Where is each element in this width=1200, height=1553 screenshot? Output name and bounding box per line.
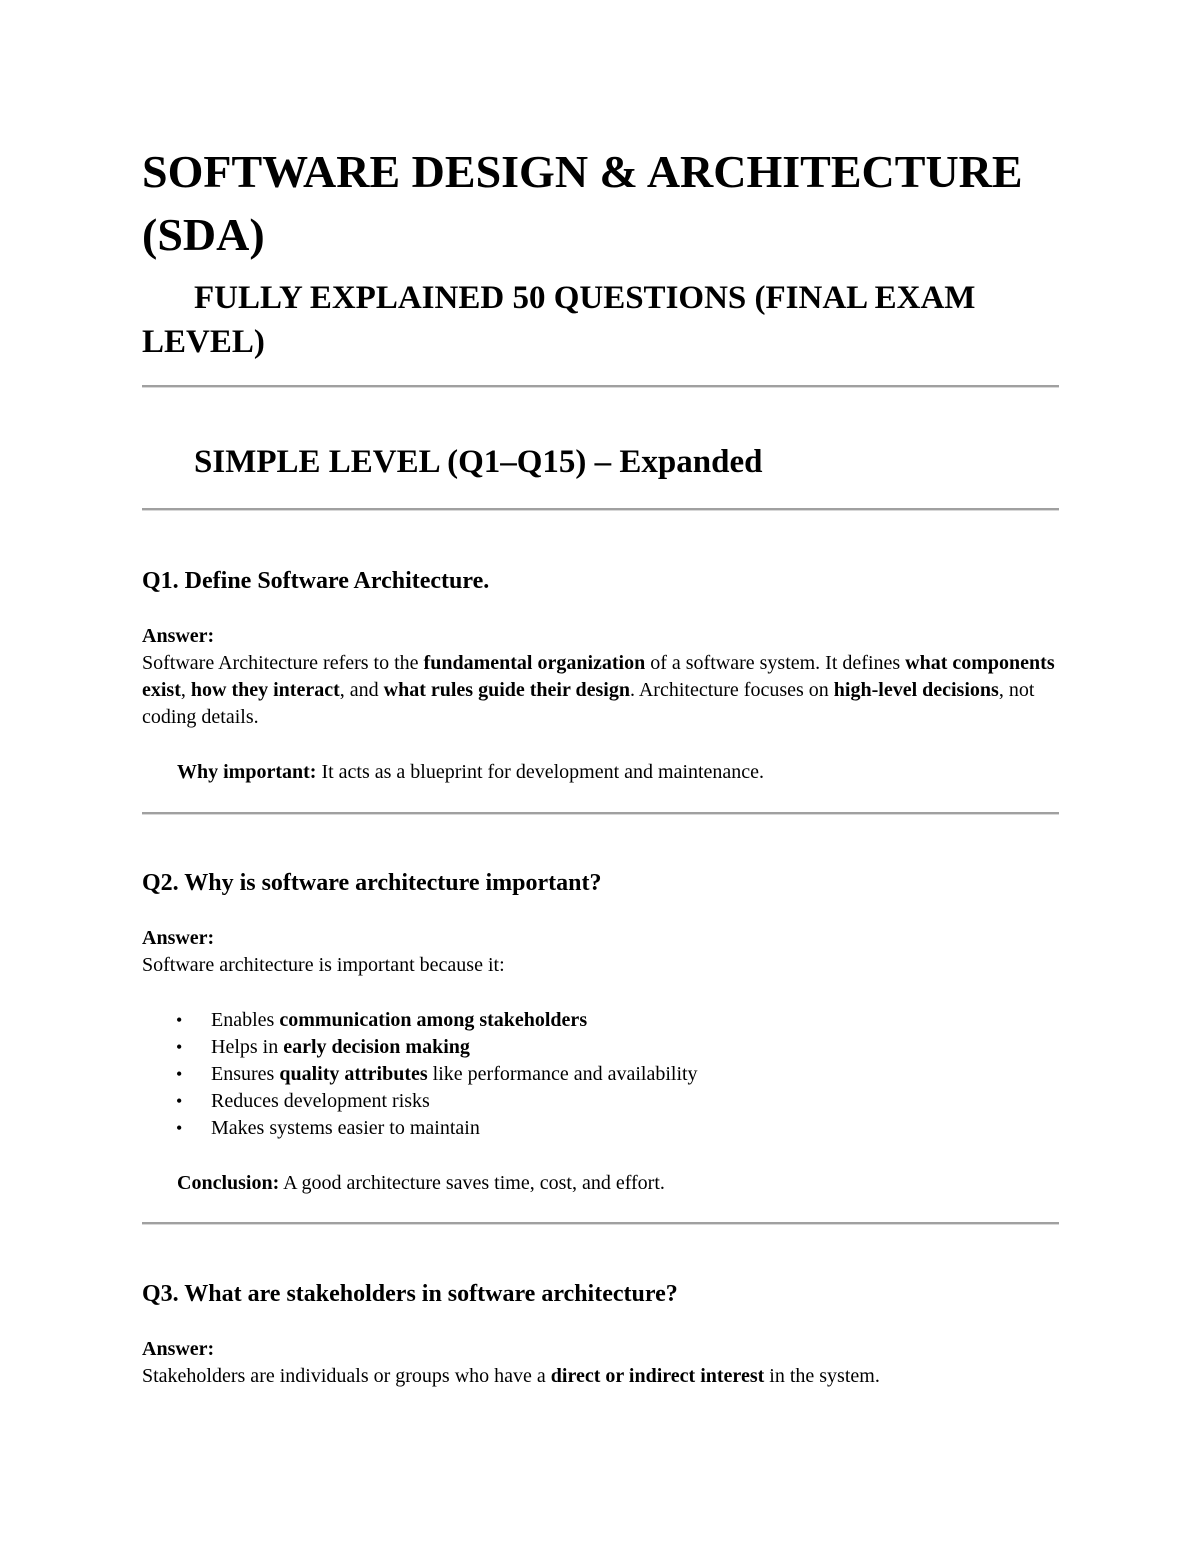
document-title: SOFTWARE DESIGN & ARCHITECTURE (SDA) — [142, 146, 1023, 260]
horizontal-rule — [142, 1222, 1059, 1225]
document-page — [142, 0, 1059, 1553]
conclusion-note: Conclusion: A good architecture saves time, cost, and effort. — [177, 1172, 665, 1194]
section-title: SIMPLE LEVEL (Q1–Q15) – Expanded — [194, 444, 763, 480]
answer-intro-q2: Software architecture is important because it: — [142, 954, 505, 976]
horizontal-rule — [142, 508, 1059, 511]
question-heading-q3: Q3. What are stakeholders in software architecture? — [142, 1281, 678, 1307]
answer-paragraph-q1: Software Architecture refers to the fundamental organization of a software system. It defines what components exist, how they interact, and what rules guide their design. Architecture focuses on high-level decisions, not coding details. — [142, 652, 1055, 728]
list-item: • Makes systems easier to maintain — [142, 1115, 698, 1142]
answer-paragraph-q3: Stakeholders are individuals or groups who have a direct or indirect interest in the system. — [142, 1365, 880, 1387]
bullet-icon: • — [176, 1064, 183, 1084]
list-item: • Reduces development risks — [142, 1088, 698, 1115]
horizontal-rule — [142, 385, 1059, 388]
bullet-icon: • — [176, 1118, 183, 1138]
list-item: • Enables communication among stakeholders — [142, 1007, 698, 1034]
answer-label-q3: Answer: — [142, 1338, 215, 1360]
answer-label-q1: Answer: — [142, 625, 215, 647]
list-item: • Ensures quality attributes like performance and availability — [142, 1061, 698, 1088]
horizontal-rule — [142, 812, 1059, 815]
bullet-icon: • — [176, 1037, 183, 1057]
bullet-list-q2 — [142, 1007, 698, 1142]
question-heading-q2: Q2. Why is software architecture important? — [142, 870, 602, 896]
list-item: • Helps in early decision making — [142, 1034, 698, 1061]
bullet-icon: • — [176, 1010, 183, 1030]
document-subtitle: FULLY EXPLAINED 50 QUESTIONS (FINAL EXAM LEVEL) — [142, 280, 976, 360]
question-heading-q1: Q1. Define Software Architecture. — [142, 568, 490, 594]
why-important-note: Why important: It acts as a blueprint for development and maintenance. — [177, 761, 765, 783]
bullet-icon: • — [176, 1091, 183, 1111]
answer-label-q2: Answer: — [142, 927, 215, 949]
